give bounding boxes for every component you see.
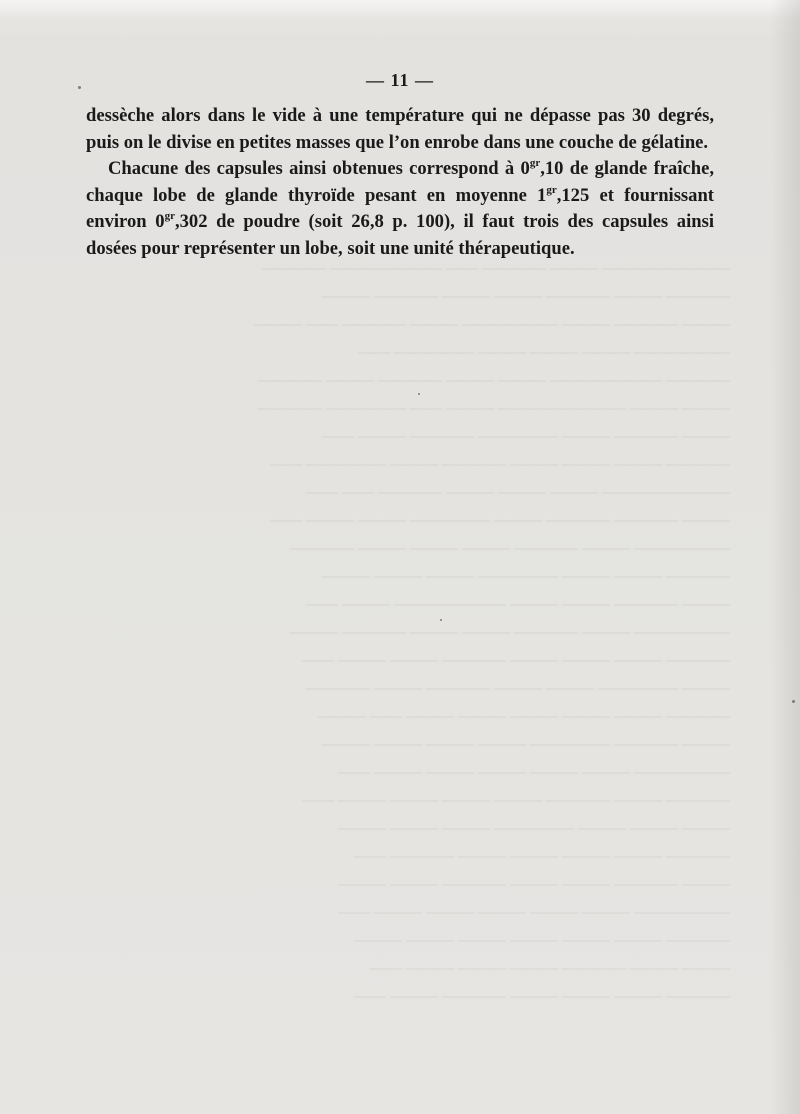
- paragraph-text: ,10 de glande fraîche, chaque lobe de glande thyroïde pesant en moyenne 1: [86, 158, 714, 206]
- scan-speck: [792, 700, 795, 703]
- unit-superscript: gr: [164, 210, 175, 222]
- unit-superscript: gr: [546, 183, 557, 196]
- scan-edge-right: [770, 0, 800, 1114]
- paragraph: [86, 156, 714, 262]
- paragraph-text: ,125 et fournissant environ 0: [86, 184, 714, 232]
- reverse-side-bleed-through: ———————— ——— ———— —— ——————— ———— ———— ——— ———— ——— ——— ———— ——— ——— ———— ——— —————— ——— ———— —— ——— —————— ——— ——— ——— ————— —— ———— ——————— ——— ——— ———— ——— ———— ——— ——— ———————— ——— —— ————— ———— ——— ———— ——— ————— ———— ——— —— ———— ——— ——— ——— ———— ——— ————— —— ———————— ——— ——— ——— ———— —— —— ——— ———— ———— ——— ————— ——— ——— —— —————— ——— ———— ——— ——— ——— ———— ———— ——— ——— ————— ——— ——— ——— ——— ———— ——— ——— ——————— ——— —— —————— ——— ———— ——— ——— ———— ——— ———— ——— ——— ——— ———— ——— ——— —— ——— ————— ——— ——— ———— ——— ———— ———— ——— ——— ——— ——— ——— —— ——— ——— ———— ————— ——— ——— ——— ——— —————— ——— ——— ——— ——— ——— —— ———— ——— ———— ——— ——— ——— ——— —— ——— ——— ——— ————— ——— ——— ——— ———— ——— ——— ——— ——— ———— —— ——— ———— ——— ——— ———— ——— ——— —————— ——— ——— ——— ——— ——— —— ———— ——— ——— ——— ——— ——— ——— ——— ——— ———— ——— ——— ——— —— ———— ——— ——— ——— ———— ——— ——: [254, 260, 730, 1005]
- paragraph: [86, 103, 714, 156]
- paragraph-text: ,302 de poudre (soit 26,8 p. 100), il faut trois des capsules ainsi dosées pour représenter un lobe, soit une unité thérapeutique.: [86, 211, 714, 259]
- scan-speck: [78, 86, 81, 89]
- page-number: — 11 —: [365, 70, 434, 90]
- body-text: [86, 103, 714, 262]
- paragraph-text: Chacune des capsules ainsi obtenues correspond à 0: [108, 158, 530, 179]
- scan-speck: [418, 393, 420, 395]
- scan-speck: [440, 619, 442, 621]
- unit-superscript: gr: [529, 157, 541, 169]
- paragraph-text: dessèche alors dans le vide à une température qui ne dépasse pas 30 degrés, puis on le divise en petites masses que l’on enrobe dans une couche de gélatine.: [86, 105, 714, 153]
- scan-edge-top: [0, 0, 800, 18]
